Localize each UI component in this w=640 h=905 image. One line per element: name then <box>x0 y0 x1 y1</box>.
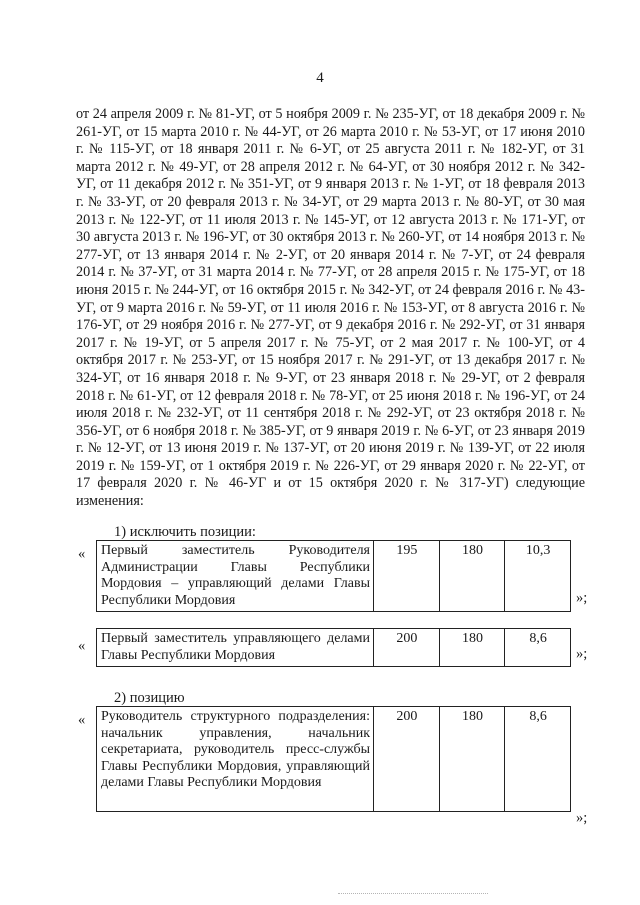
value-cell: 180 <box>439 629 505 667</box>
quote-open-mark: « <box>78 638 86 654</box>
value-cell: 10,3 <box>505 541 571 612</box>
value-cell: 180 <box>439 707 505 812</box>
value-cell: 180 <box>439 541 505 612</box>
value-cell: 200 <box>374 629 440 667</box>
position-name-cell: Первый заместитель управляющего делами Главы Республики Мордовия <box>97 629 374 667</box>
section-heading-position: 2) позицию <box>114 690 185 706</box>
position-name-cell: Первый заместитель Руководителя Администрации Главы Республики Мордовия – управляющий делами Главы Республики Мордовия <box>97 541 374 612</box>
table-row <box>97 629 571 667</box>
table-row <box>97 541 571 612</box>
table-row <box>97 707 571 812</box>
position-name-cell: Руководитель структурного подразделения: начальник управления, начальник секретариата, руководитель пресс-службы Главы Республики Мордовия, управляющий делами Главы Республики Мордовия <box>97 707 374 812</box>
footer-scan-mark <box>338 893 488 897</box>
section-heading-exclude: 1) исключить позиции: <box>114 524 256 540</box>
page-number: 4 <box>316 70 324 86</box>
value-cell: 195 <box>374 541 440 612</box>
quote-open-mark: « <box>78 712 86 728</box>
position-table <box>96 706 571 812</box>
quote-open-mark: « <box>78 546 86 562</box>
position-table <box>96 628 571 667</box>
quote-close-mark: »; <box>576 590 588 606</box>
quote-close-mark: »; <box>576 646 588 662</box>
body-paragraph: от 24 апреля 2009 г. № 81-УГ, от 5 ноября 2009 г. № 235-УГ, от 18 декабря 2009 г. № 261-УГ, от 15 марта 2010 г. № 44-УГ, от 26 марта 2010 г. № 53-УГ, от 17 июня 2010 г. № 115-УГ, от 18 января 2011 г. № 6-УГ, от 25 августа 2011 г. № 182-УГ, от 31 марта 2012 г. № 49-УГ, от 28 апреля 2012 г. № 64-УГ, от 30 ноября 2012 г. № 342-УГ, от 11 декабря 2012 г. № 351-УГ, от 9 января 2013 г. № 1-УГ, от 18 февраля 2013 г. № 33-УГ, от 20 февраля 2013 г. № 34-УГ, от 29 марта 2013 г. № 80-УГ, от 30 мая 2013 г. № 122-УГ, от 11 июля 2013 г. № 145-УГ, от 12 августа 2013 г. № 171-УГ, от 30 августа 2013 г. № 196-УГ, от 30 октября 2013 г. № 260-УГ, от 14 ноября 2013 г. № 277-УГ, от 13 января 2014 г. № 2-УГ, от 20 января 2014 г. № 7-УГ, от 24 февраля 2014 г. № 37-УГ, от 31 марта 2014 г. № 77-УГ, от 28 апреля 2015 г. № 175-УГ, от 18 июня 2015 г. № 244-УГ, от 16 октября 2015 г. № 342-УГ, от 24 февраля 2016 г. № 43-УГ, от 9 марта 2016 г. № 59-УГ, от 11 июля 2016 г. № 153-УГ, от 8 августа 2016 г. № 176-УГ, от 29 ноября 2016 г. № 277-УГ, от 9 декабря 2016 г. № 292-УГ, от 31 января 2017 г. № 19-УГ, от 5 апреля 2017 г. № 75-УГ, от 2 мая 2017 г. № 100-УГ, от 4 октября 2017 г. № 253-УГ, от 15 ноября 2017 г. № 291-УГ, от 13 декабря 2017 г. № 324-УГ, от 16 января 2018 г. № 9-УГ, от 23 января 2018 г. № 29-УГ, от 2 февраля 2018 г. № 61-УГ, от 12 февраля 2018 г. № 78-УГ, от 25 июня 2018 г. № 196-УГ, от 24 июля 2018 г. № 232-УГ, от 11 сентября 2018 г. № 292-УГ, от 23 октября 2018 г. № 356-УГ, от 6 ноября 2018 г. № 385-УГ, от 9 января 2019 г. № 6-УГ, от 23 января 2019 г. № 12-УГ, от 13 июня 2019 г. № 137-УГ, от 20 июня 2019 г. № 139-УГ, от 22 июля 2019 г. № 159-УГ, от 1 октября 2019 г. № 226-УГ, от 29 января 2020 г. № 22-УГ, от 17 февраля 2020 г. № 46-УГ и от 15 октября 2020 г. № 317-УГ) следующие изменения: <box>76 106 585 510</box>
value-cell: 8,6 <box>505 707 571 812</box>
quote-close-mark: »; <box>576 810 588 826</box>
value-cell: 200 <box>374 707 440 812</box>
value-cell: 8,6 <box>505 629 571 667</box>
position-table <box>96 540 571 612</box>
